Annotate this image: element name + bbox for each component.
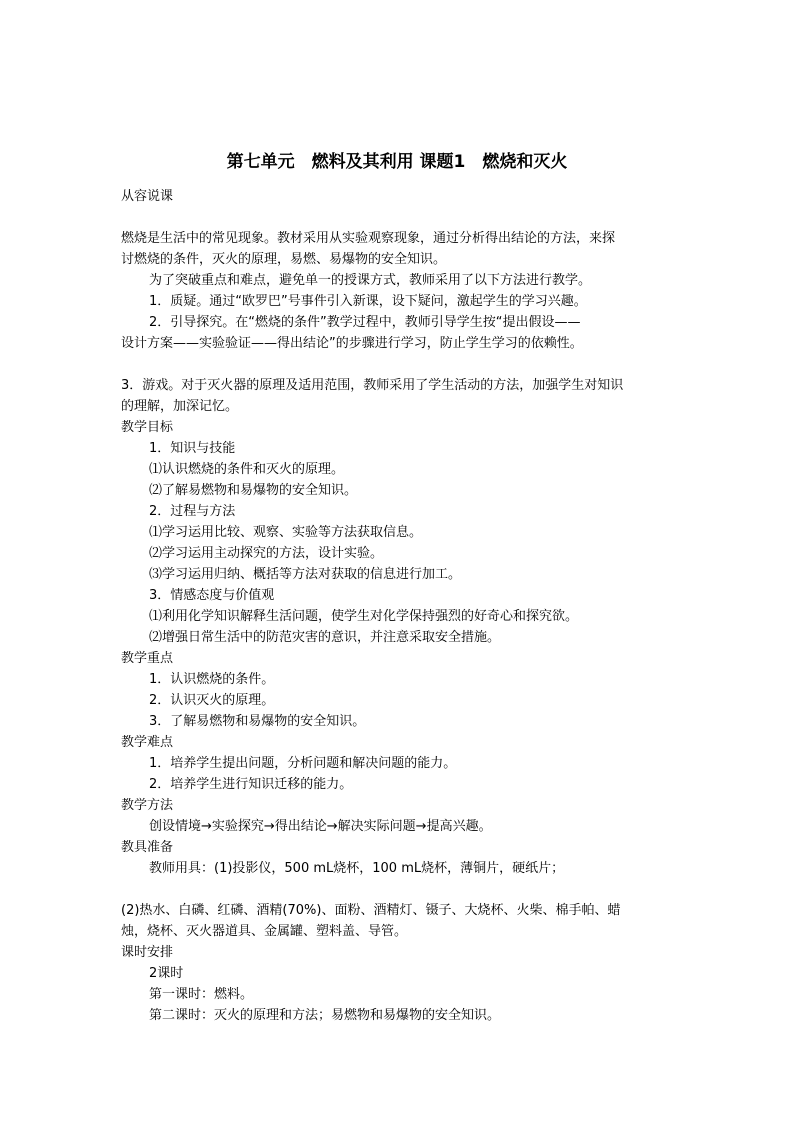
paragraph-line: 1．质疑。通过“欧罗巴”号事件引入新课，设下疑问，激起学生的学习兴趣。 [149,294,587,309]
paragraph-line: 第一课时：燃料。 [149,987,254,1002]
list-item: 2．过程与方法 [149,504,236,519]
list-item: 3．情感态度与价值观 [149,588,275,603]
paragraph-line: 2课时 [149,966,184,981]
section-heading: 教学重点 [121,651,174,666]
paragraph-line: 3．游戏。对于灭火器的原理及适用范围，教师采用了学生活动的方法，加强学生对知识 [121,378,624,393]
paragraph-line: 2．引导探究。在“燃烧的条件”教学过程中，教师引导学生按“提出假设—— [149,315,581,330]
paragraph-line: (2)热水、白磷、红磷、酒精(70%)、面粉、酒精灯、镊子、大烧杯、火柴、棉手帕、蜡 [121,903,621,918]
list-item: ⑶学习运用归纳、概括等方法对获取的信息进行加工。 [149,567,462,582]
list-item: ⑵学习运用主动探究的方法，设计实验。 [149,546,384,561]
list-item: ⑴利用化学知识解释生活问题，使学生对化学保持强烈的好奇心和探究欲。 [149,609,579,624]
section-heading: 教具准备 [121,840,174,855]
list-item: 1．认识燃烧的条件。 [149,672,275,687]
paragraph-line: 教师用具：(1)投影仪，500 mL烧杯，100 mL烧杯，薄铜片，硬纸片； [149,861,565,876]
list-item: ⑵增强日常生活中的防范灾害的意识，并注意采取安全措施。 [149,630,501,645]
list-item: ⑴认识燃烧的条件和灭火的原理。 [149,462,345,477]
list-item: 3．了解易燃物和易爆物的安全知识。 [149,714,366,729]
paragraph-line: 燃烧是生活中的常见现象。教材采用从实验观察现象，通过分析得出结论的方法，来探 [121,231,616,246]
section-heading: 从容说课 [121,189,174,204]
section-heading: 教学难点 [121,735,174,750]
paragraph-line: 第二课时：灭火的原理和方法；易燃物和易爆物的安全知识。 [149,1008,501,1023]
section-heading: 教学方法 [121,798,174,813]
section-heading: 教学目标 [121,420,174,435]
paragraph-line: 烛，烧杯、灭火器道具、金属罐、塑料盖、导管。 [121,924,408,939]
document-title: 第七单元 燃料及其利用 课题1 燃烧和灭火 [226,152,568,172]
paragraph-line: 设计方案——实验验证——得出结论”的步骤进行学习，防止学生学习的依赖性。 [121,336,583,351]
list-item: 2．认识灭火的原理。 [149,693,275,708]
list-item: 1．知识与技能 [149,441,236,456]
paragraph-line: 的理解，加深记忆。 [121,399,239,414]
paragraph-line: 为了突破重点和难点，避免单一的授课方式，教师采用了以下方法进行教学。 [149,273,592,288]
list-item: 1．培养学生提出问题，分析问题和解决问题的能力。 [149,756,457,771]
list-item: ⑴学习运用比较、观察、实验等方法获取信息。 [149,525,423,540]
paragraph-line: 讨燃烧的条件，灭火的原理，易燃、易爆物的安全知识。 [121,252,447,267]
section-heading: 课时安排 [121,945,174,960]
paragraph-line: 创设情境→实验探究→得出结论→解决实际问题→提高兴趣。 [149,819,492,834]
list-item: 2．培养学生进行知识迁移的能力。 [149,777,353,792]
list-item: ⑵了解易燃物和易爆物的安全知识。 [149,483,358,498]
